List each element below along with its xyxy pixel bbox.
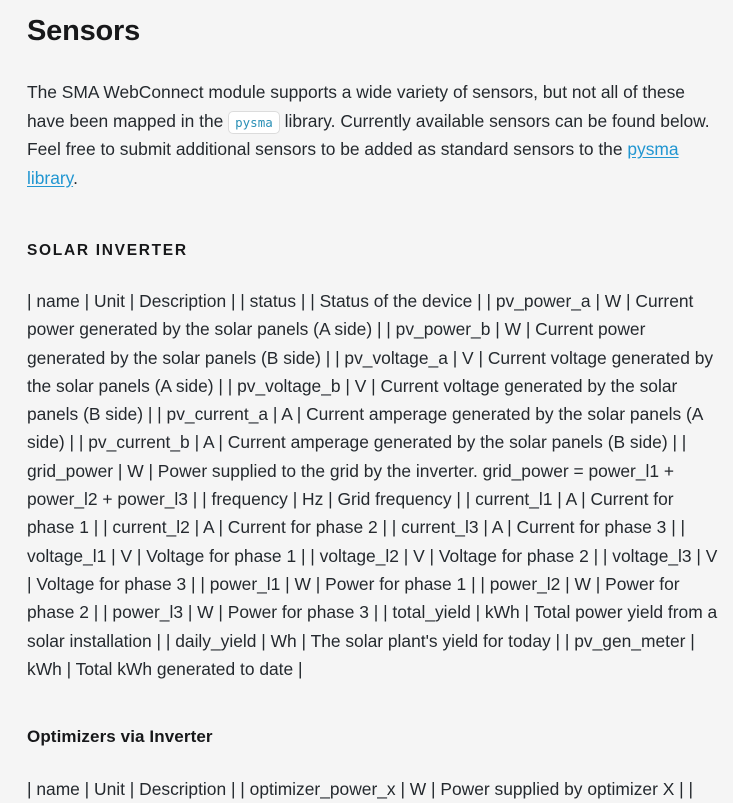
intro-text-part-2: library. Currently available sensors can be found below. Feel free to submit additional sensors to be added as standard sensors to the xyxy=(27,110,710,159)
optimizers-sensor-table-text: | name | Unit | Description | | optimizer_power_x | W | Power supplied by optimizer X | | xyxy=(27,779,693,800)
pysma-code-chip: pysma xyxy=(228,111,280,134)
section-heading-solar-inverter: SOLAR INVERTER xyxy=(27,242,188,259)
page-title: Sensors xyxy=(27,15,141,47)
pysma-library-link[interactable]: pysma library xyxy=(27,139,679,188)
intro-text-part-3: . xyxy=(73,167,78,188)
intro-text-part-1: The SMA WebConnect module supports a wide variety of sensors, but not all of these have been mapped in the xyxy=(27,82,685,131)
sub-heading-optimizers-via-inverter: Optimizers via Inverter xyxy=(27,727,213,747)
intro-paragraph xyxy=(27,48,718,192)
solar-inverter-sensor-table-text: | name | Unit | Description | | status | | Status of the device | | pv_power_a | W | Current power generated by the solar panels (A side) | | pv_power_b | W | Current power generated by the solar panels (B side) | | pv_voltage_a | V | Current voltage generated by the solar panels (A side) | | pv_voltage_b | V | Current voltage generated by the solar panels (B side) | | pv_current_a | A | Current amperage generated by the solar panels (A side) | | pv_current_b | A | Current amperage generated by the solar panels (B side) | | grid_power | W | Power supplied to the grid by the inverter. grid_power = power_l1 + power_l2 + power_l3 | | frequency | Hz | Grid frequency | | current_l1 | A | Current for phase 1 | | current_l2 | A | Current for phase 2 | | current_l3 | A | Current for phase 3 | | voltage_l1 | V | Voltage for phase 1 | | voltage_l2 | V | Voltage for phase 2 | | voltage_l3 | V | Voltage for phase 3 | | power_l1 | W | Power for phase 1 | | power_l2 | W | Power for phase 2 | | power_l3 | W | Power for phase 3 | | total_yield | kWh | Total power yield from a solar installation | | daily_yield | Wh | The solar plant's yield for today | | pv_gen_meter | kWh | Total kWh generated to date | xyxy=(27,291,718,679)
